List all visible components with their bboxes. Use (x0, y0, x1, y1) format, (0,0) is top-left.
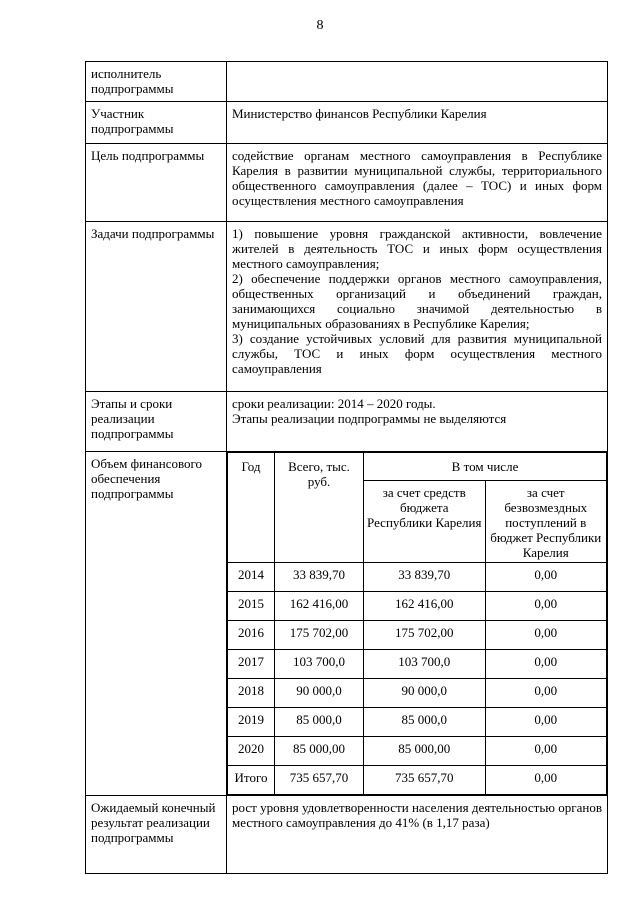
funding-year: 2016 (228, 621, 275, 650)
row-goal (86, 144, 608, 222)
funding-gratuitous: 0,00 (485, 563, 607, 592)
funding-gratuitous: 0,00 (485, 679, 607, 708)
passport-table (85, 61, 608, 874)
header-republic: за счет средств бюджета Республики Карелия (364, 481, 486, 563)
funding-republic: 735 657,70 (364, 766, 486, 795)
row-participant-label: Участник подпрограммы (86, 102, 227, 144)
funding-row (228, 592, 607, 621)
funding-total-row (228, 766, 607, 795)
funding-gratuitous: 0,00 (485, 708, 607, 737)
row-funding (86, 452, 608, 796)
row-participant-value: Министерство финансов Республики Карелия (227, 102, 608, 144)
funding-year: 2020 (228, 737, 275, 766)
funding-republic: 90 000,0 (364, 679, 486, 708)
funding-republic: 33 839,70 (364, 563, 486, 592)
funding-gratuitous: 0,00 (485, 592, 607, 621)
funding-year: 2018 (228, 679, 275, 708)
funding-total: 735 657,70 (275, 766, 364, 795)
funding-row (228, 650, 607, 679)
stages-line: сроки реализации: 2014 – 2020 годы. (232, 396, 436, 411)
header-gratuitous: за счет безвозмездных поступлений в бюджет Республики Карелия (485, 481, 607, 563)
task-item: 3) создание устойчивых условий для развития муниципальной службы, ТОС и иных форм осуществления местного самоуправления (232, 331, 602, 376)
row-funding-label: Объем финансового обеспечения подпрограммы (86, 452, 227, 796)
header-year: Год (228, 453, 275, 563)
funding-total: 85 000,00 (275, 737, 364, 766)
row-tasks-value (227, 222, 608, 392)
stages-line: Этапы реализации подпрограммы не выделяются (232, 411, 507, 426)
row-goal-label: Цель подпрограммы (86, 144, 227, 222)
funding-gratuitous: 0,00 (485, 737, 607, 766)
row-result-label: Ожидаемый конечный результат реализации подпрограммы (86, 796, 227, 874)
row-participant (86, 102, 608, 144)
header-total: Всего, тыс. руб. (275, 453, 364, 563)
row-executor-value (227, 62, 608, 102)
funding-total: 85 000,0 (275, 708, 364, 737)
row-tasks (86, 222, 608, 392)
funding-republic: 162 416,00 (364, 592, 486, 621)
funding-total: 162 416,00 (275, 592, 364, 621)
funding-year: 2014 (228, 563, 275, 592)
funding-year: Итого (228, 766, 275, 795)
funding-year: 2015 (228, 592, 275, 621)
task-item: 2) обеспечение поддержки органов местного самоуправления, общественных организаций и объединений граждан, занимающихся социально значимой деятельностью в муниципальных образованиях в Республике Карелия; (232, 271, 602, 331)
funding-row (228, 679, 607, 708)
funding-row (228, 708, 607, 737)
funding-republic: 85 000,00 (364, 737, 486, 766)
funding-total: 90 000,0 (275, 679, 364, 708)
task-item: 1) повышение уровня гражданской активности, вовлечение жителей в деятельность ТОС и иных форм осуществления местного самоуправления; (232, 226, 602, 271)
funding-total: 33 839,70 (275, 563, 364, 592)
funding-gratuitous: 0,00 (485, 621, 607, 650)
row-result (86, 796, 608, 874)
funding-gratuitous: 0,00 (485, 650, 607, 679)
funding-total: 103 700,0 (275, 650, 364, 679)
funding-row (228, 563, 607, 592)
funding-total: 175 702,00 (275, 621, 364, 650)
row-executor (86, 62, 608, 102)
row-stages-value (227, 392, 608, 452)
funding-gratuitous: 0,00 (485, 766, 607, 795)
funding-table-cell (227, 452, 608, 796)
header-including: В том числе (364, 453, 607, 481)
funding-republic: 175 702,00 (364, 621, 486, 650)
row-executor-label: исполнитель подпрограммы (86, 62, 227, 102)
funding-year: 2019 (228, 708, 275, 737)
row-stages (86, 392, 608, 452)
row-result-value: рост уровня удовлетворенности населения деятельностью органов местного самоуправления до 41% (в 1,17 раза) (227, 796, 608, 874)
funding-table (227, 452, 607, 795)
funding-republic: 85 000,0 (364, 708, 486, 737)
funding-row (228, 621, 607, 650)
funding-row (228, 737, 607, 766)
funding-year: 2017 (228, 650, 275, 679)
funding-republic: 103 700,0 (364, 650, 486, 679)
row-tasks-label: Задачи подпрограммы (86, 222, 227, 392)
row-goal-value: содействие органам местного самоуправления в Республике Карелия в развитии муниципальной службы, территориального общественного самоуправления (далее – ТОС) и иных форм осуществления местного самоуправления (227, 144, 608, 222)
row-stages-label: Этапы и сроки реализации подпрограммы (86, 392, 227, 452)
page-number: 8 (316, 18, 324, 33)
